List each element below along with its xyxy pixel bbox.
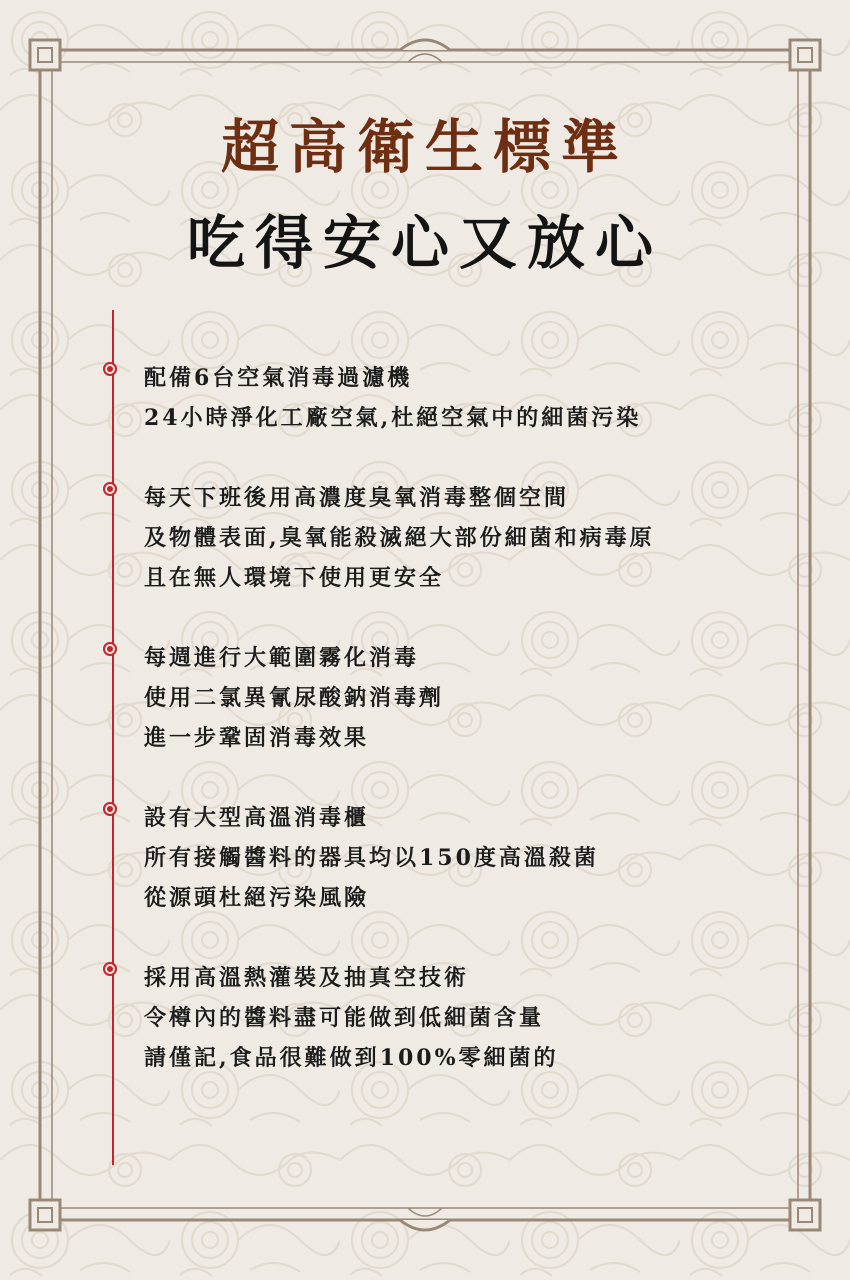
item-line: 進一步鞏固消毒效果 — [144, 725, 370, 751]
item-line: 且在無人環境下使用更安全 — [144, 565, 445, 591]
bullet-dot-icon — [103, 362, 117, 376]
bullet-dot-icon — [103, 962, 117, 976]
bullet-dot-icon — [103, 802, 117, 816]
item-line: 及物體表面,臭氧能殺滅絕大部份細菌和病毒原 — [144, 525, 655, 551]
item-line: 使用二氯異氰尿酸鈉消毒劑 — [144, 685, 445, 711]
item-line: 採用高溫熱灌裝及抽真空技術 — [144, 965, 470, 991]
item-line: 令樽內的醬料盡可能做到低細菌含量 — [144, 1005, 545, 1031]
item-line: 24小時淨化工廠空氣,杜絕空氣中的細菌污染 — [144, 405, 642, 431]
title-line-2: 吃得安心又放心 — [186, 209, 663, 277]
item-line: 請僅記,食品很難做到100%零細菌的 — [144, 1045, 559, 1071]
bullet-dot-icon — [103, 642, 117, 656]
item-line: 每天下班後用高濃度臭氧消毒整個空間 — [144, 485, 570, 511]
title-line-1: 超高衛生標準 — [220, 113, 629, 181]
bullet-dot-icon — [103, 482, 117, 496]
item-line: 配備6台空氣消毒過濾機 — [144, 365, 413, 391]
item-line: 設有大型高溫消毒櫃 — [144, 805, 370, 831]
timeline-line — [112, 310, 114, 1165]
item-line: 從源頭杜絕污染風險 — [144, 885, 370, 911]
item-line: 所有接觸醬料的器具均以150度高溫殺菌 — [144, 845, 599, 871]
item-line: 每週進行大範圍霧化消毒 — [144, 645, 420, 671]
